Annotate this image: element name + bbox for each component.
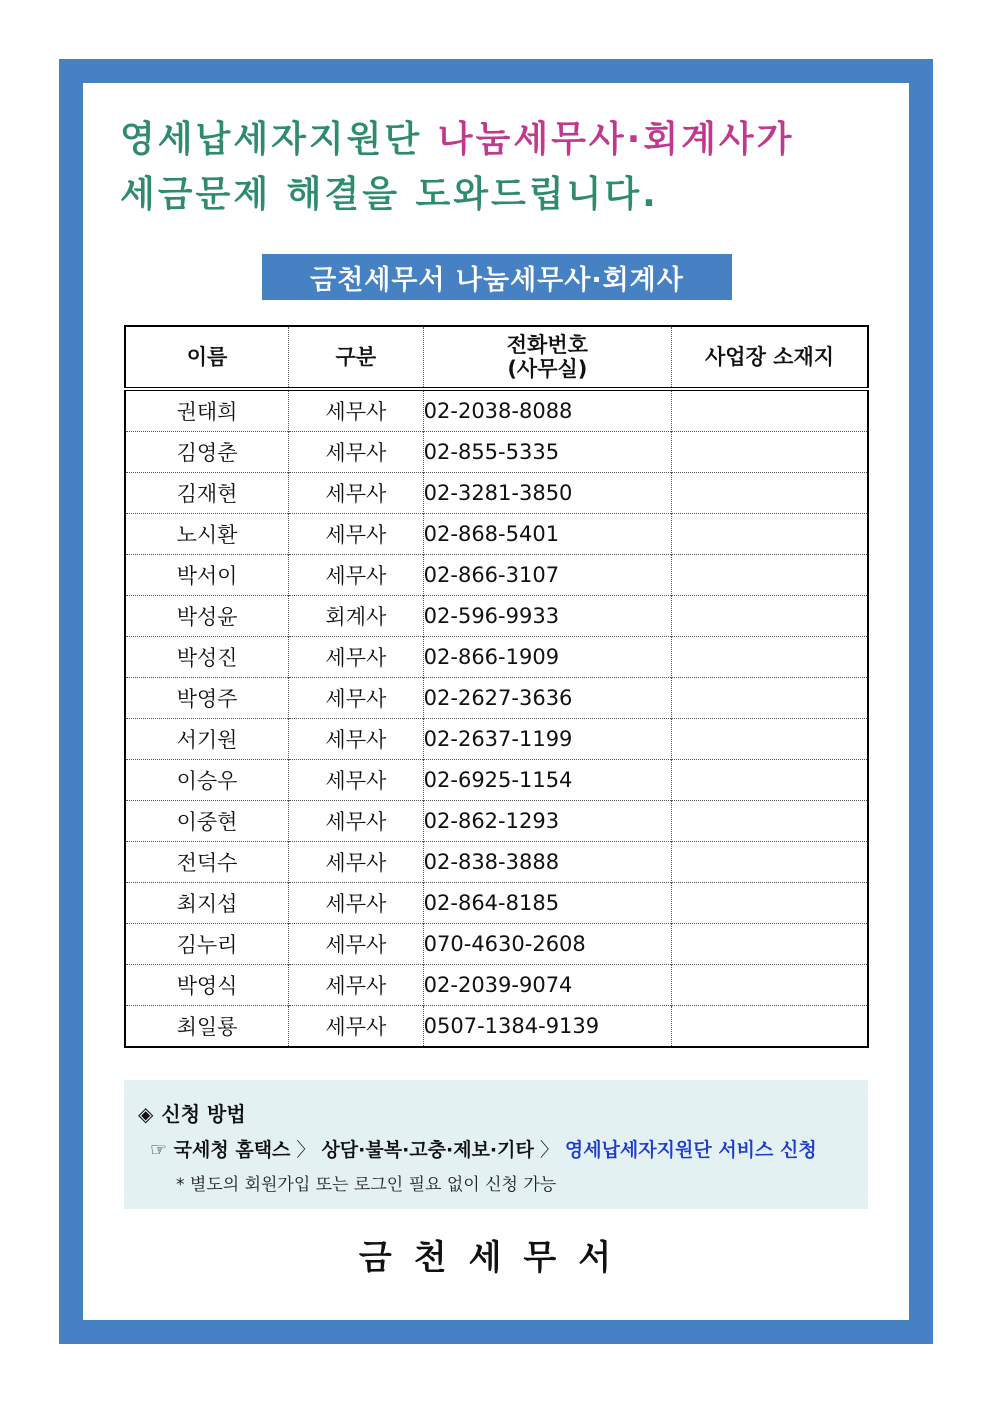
table-row — [125, 514, 868, 555]
cell-name: 권태희 — [176, 400, 238, 424]
cell-name: 서기원 — [125, 719, 289, 760]
headline-line2: 세금문제 해결을 도와드립니다. — [120, 174, 659, 215]
cell-address — [672, 432, 868, 473]
cell-name: 최지섭 — [125, 883, 289, 924]
cell-phone: 02-838-3888 — [423, 842, 671, 883]
cell-name: 박영주 — [125, 678, 289, 719]
cell-address — [672, 514, 868, 555]
cell-name: 김재현 — [125, 473, 289, 514]
table-row — [125, 801, 868, 842]
apply-step-consulting: 상담·불복·고충·제보·기타 — [321, 1139, 534, 1161]
cell-phone: 02-2039-9074 — [423, 965, 671, 1006]
cell-phone: 02-2637-1199 — [423, 719, 671, 760]
cell-kind: 세무사 — [289, 432, 424, 473]
apply-path — [150, 1135, 817, 1162]
table-row — [125, 596, 868, 637]
cell-phone: 02-864-8185 — [423, 883, 671, 924]
cell-name: 최일룡 — [125, 1006, 289, 1048]
header-phone-line2: (사무실) — [507, 357, 588, 381]
cell-address — [672, 1006, 868, 1048]
table-row — [125, 719, 868, 760]
header-kind: 구분 — [289, 326, 424, 389]
table-body — [125, 389, 868, 1047]
cell-address — [672, 719, 868, 760]
table-row — [125, 842, 868, 883]
cell-address — [672, 473, 868, 514]
cell-name: 이중현 — [125, 801, 289, 842]
cell-kind: 세무사 — [289, 842, 424, 883]
table-row — [125, 965, 868, 1006]
cell-phone: 02-866-3107 — [423, 555, 671, 596]
header-name: 이름 — [125, 326, 289, 389]
cell-phone: 070-4630-2608 — [423, 924, 671, 965]
cell-phone: 02-868-5401 — [423, 514, 671, 555]
table-row — [125, 473, 868, 514]
cell-address — [672, 760, 868, 801]
cell-phone: 02-862-1293 — [423, 801, 671, 842]
table-header-row — [125, 326, 868, 389]
table-row — [125, 760, 868, 801]
cell-phone: 02-3281-3850 — [423, 473, 671, 514]
cell-kind: 세무사 — [289, 801, 424, 842]
header-address: 사업장 소재지 — [672, 326, 868, 389]
header-phone — [423, 326, 671, 389]
cell-kind: 세무사 — [289, 514, 424, 555]
cell-kind: 세무사 — [289, 965, 424, 1006]
cell-phone: 0507-1384-9139 — [423, 1006, 671, 1048]
table-row — [125, 924, 868, 965]
cell-kind: 세무사 — [289, 883, 424, 924]
cell-address — [672, 637, 868, 678]
diamond-icon: ◈ — [138, 1102, 154, 1126]
section-banner: 금천세무서 나눔세무사·회계사 — [262, 254, 732, 300]
apply-method-title — [138, 1098, 246, 1127]
cell-phone: 02-6925-1154 — [423, 760, 671, 801]
cell-name: 김누리 — [125, 924, 289, 965]
cell-kind: 세무사 — [289, 473, 424, 514]
cell-address — [672, 678, 868, 719]
pointing-hand-icon: ☞ — [150, 1139, 168, 1161]
cell-name: 박성진 — [125, 637, 289, 678]
office-name: 금천세무서 — [358, 1238, 634, 1278]
table-row — [125, 555, 868, 596]
cell-address — [672, 883, 868, 924]
cell-kind: 세무사 — [289, 924, 424, 965]
cell-address — [672, 389, 868, 432]
headline-accent: 나눔세무사·회계사가 — [437, 119, 795, 160]
cell-kind: 세무사 — [289, 719, 424, 760]
apply-method-box — [124, 1080, 868, 1209]
headline-prefix: 영세납세자지원단 — [120, 119, 423, 160]
tax-accountant-table — [124, 325, 869, 1048]
cell-phone: 02-866-1909 — [423, 637, 671, 678]
cell-address — [672, 924, 868, 965]
cell-address — [672, 965, 868, 1006]
cell-name: 노시환 — [125, 514, 289, 555]
apply-step-hometax: 국세청 홈택스 — [173, 1139, 291, 1161]
cell-address — [672, 555, 868, 596]
chevron-right-icon: 〉 — [296, 1139, 316, 1161]
cell-kind: 세무사 — [289, 678, 424, 719]
cell-kind: 세무사 — [289, 760, 424, 801]
table-row — [125, 883, 868, 924]
table-row — [125, 389, 868, 432]
cell-address — [672, 842, 868, 883]
table-row — [125, 637, 868, 678]
apply-title-text: 신청 방법 — [161, 1102, 246, 1126]
cell-address — [672, 801, 868, 842]
cell-address — [672, 596, 868, 637]
apply-note: * 별도의 회원가입 또는 로그인 필요 없이 신청 가능 — [176, 1175, 557, 1195]
cell-phone: 02-2627-3636 — [423, 678, 671, 719]
headline — [120, 112, 794, 222]
cell-phone: 02-2038-8088 — [423, 389, 671, 432]
cell-name: 박서이 — [125, 555, 289, 596]
cell-phone: 02-596-9933 — [423, 596, 671, 637]
table-row — [125, 432, 868, 473]
apply-step-service-link[interactable]: 영세납세자지원단 서비스 신청 — [564, 1139, 817, 1161]
cell-name: 전덕수 — [125, 842, 289, 883]
header-phone-line1: 전화번호 — [506, 333, 588, 357]
cell-kind: 세무사 — [289, 555, 424, 596]
table-row — [125, 678, 868, 719]
cell-phone: 02-855-5335 — [423, 432, 671, 473]
cell-name: 김영춘 — [125, 432, 289, 473]
cell-name: 박영식 — [125, 965, 289, 1006]
chevron-right-icon: 〉 — [539, 1139, 559, 1161]
cell-name: 박성윤 — [125, 596, 289, 637]
cell-kind: 회계사 — [289, 596, 424, 637]
cell-kind: 세무사 — [289, 1006, 424, 1048]
cell-kind: 세무사 — [289, 389, 424, 432]
cell-kind: 세무사 — [289, 637, 424, 678]
cell-name: 이승우 — [125, 760, 289, 801]
table-row — [125, 1006, 868, 1048]
